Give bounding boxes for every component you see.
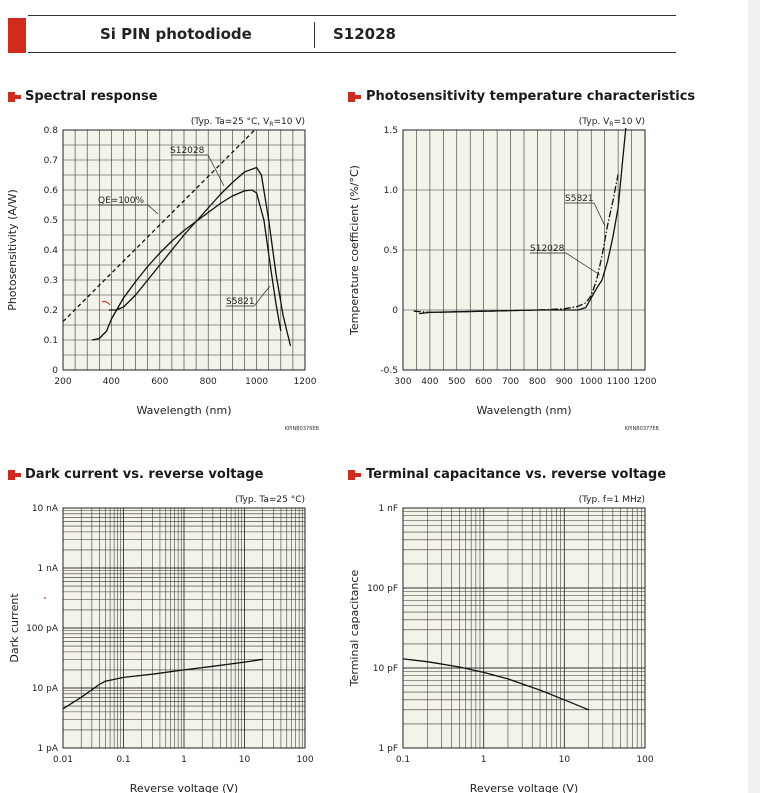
temp-x-tick-label: 500 xyxy=(448,377,466,387)
spectral-y-tick-label: 0 xyxy=(52,366,58,376)
spectral-y-tick-label: 0.5 xyxy=(43,216,58,226)
dark-x-tick-label: 0.01 xyxy=(52,755,74,765)
temp-x-tick-label: 1100 xyxy=(606,377,630,387)
spectral-x-tick-label: 400 xyxy=(102,377,120,387)
spectral-y-tick-label: 0.1 xyxy=(43,336,58,346)
dark-x-tick-label: 100 xyxy=(296,755,314,765)
cap-x-tick-label: 1 xyxy=(480,755,487,765)
spectral-x-tick-label: 800 xyxy=(199,377,217,387)
temp-x-tick-label: 1200 xyxy=(633,377,657,387)
spectral-x-axis-label: Wavelength (nm) xyxy=(136,404,232,417)
cap-x-tick-label: 100 xyxy=(636,755,654,765)
cap-x-axis-label: Reverse voltage (V) xyxy=(469,782,579,793)
spectral-y-tick-label: 0.3 xyxy=(43,276,58,286)
temp-x-tick-label: 300 xyxy=(394,377,412,387)
cap-y-tick-label: 1 nF xyxy=(378,504,398,514)
spectral-y-tick-label: 0.4 xyxy=(43,246,58,256)
temp-condition: (Typ. $V_R=10$ V) xyxy=(578,117,645,128)
cap-x-tick-label: 0.1 xyxy=(395,755,411,765)
spectral-y-tick-label: 0.7 xyxy=(43,156,58,166)
temp-y-tick-label: 0 xyxy=(392,306,398,316)
header-product-type: Si PIN photodiode xyxy=(100,25,252,43)
spectral-x-tick-label: 200 xyxy=(54,377,72,387)
spectral-y-axis-label: Photosensitivity (A/W) xyxy=(6,189,19,311)
temp-x-tick-label: 800 xyxy=(528,377,547,387)
cap-plot-area xyxy=(403,508,645,748)
temp-y-tick-label: 0.5 xyxy=(383,246,398,256)
spectral-y-tick-label: 0.2 xyxy=(43,306,58,316)
dark-y-tick-label: 1 pA xyxy=(37,744,58,754)
temp-x-tick-label: 900 xyxy=(555,377,573,387)
dark-condition: (Typ. Ta=25 °C) xyxy=(234,495,305,505)
spectral-x-tick-label: 600 xyxy=(151,377,169,387)
dark-x-tick-label: 10 xyxy=(238,755,251,765)
temp-x-tick-label: 400 xyxy=(421,377,439,387)
cap-y-tick-label: 10 pF xyxy=(372,664,398,674)
temp-y-tick-label: -0.5 xyxy=(380,366,398,376)
cap-y-tick-label: 100 pF xyxy=(367,584,398,594)
dark-y-axis-label: Dark current xyxy=(8,593,21,663)
spectral-label-s5821: S5821 xyxy=(226,297,255,307)
section-title-dark: Dark current vs. reverse voltage xyxy=(25,467,264,482)
spectral-x-tick-label: 1000 xyxy=(245,377,269,387)
cap-x-tick-label: 10 xyxy=(558,755,571,765)
spectral-label-s12028: S12028 xyxy=(170,146,205,156)
temp-figure-code: KPINB0377EB xyxy=(624,426,659,432)
temp-y-tick-label: 1.5 xyxy=(383,126,398,136)
temp-label-s5821: S5821 xyxy=(565,194,594,204)
temp-y-tick-label: 1.0 xyxy=(383,186,398,196)
spectral-label-qe: QE=100% xyxy=(98,196,145,206)
cap-y-tick-label: 1 pF xyxy=(378,744,398,754)
spectral-x-tick-label: 1200 xyxy=(293,377,317,387)
section-title-temp: Photosensitivity temperature characteristics xyxy=(366,89,696,104)
temp-x-tick-label: 700 xyxy=(501,377,520,387)
dark-y-tick-label: 1 nA xyxy=(37,564,58,574)
spectral-condition: (Typ. Ta=25 °C, $V_R=10$ V) xyxy=(190,117,305,128)
dark-x-tick-label: 1 xyxy=(181,755,187,765)
spectral-y-tick-label: 0.8 xyxy=(43,126,58,136)
spectral-figure-code: KPINB0376EB xyxy=(284,426,319,432)
cap-y-axis-label: Terminal capacitance xyxy=(348,569,361,687)
dark-x-axis-label: Reverse voltage (V) xyxy=(129,782,239,793)
dark-y-tick-label: 10 pA xyxy=(31,684,58,694)
temp-x-tick-label: 600 xyxy=(475,377,493,387)
temp-label-s12028: S12028 xyxy=(530,244,565,254)
header-model-number: S12028 xyxy=(333,25,396,43)
cap-condition: (Typ. f=1 MHz) xyxy=(578,495,645,505)
section-title-cap: Terminal capacitance vs. reverse voltage xyxy=(366,467,667,482)
dark-x-tick-label: 0.1 xyxy=(116,755,131,765)
dark-red-dot xyxy=(44,597,46,599)
temp-x-tick-label: 1000 xyxy=(579,377,603,387)
temp-y-axis-label: Temperature coefficient (%/°C) xyxy=(348,165,361,335)
dark-y-tick-label: 100 pA xyxy=(26,624,58,634)
temp-x-axis-label: Wavelength (nm) xyxy=(476,404,572,417)
section-title-spectral: Spectral response xyxy=(25,89,158,104)
spectral-y-tick-label: 0.6 xyxy=(43,186,58,196)
dark-y-tick-label: 10 nA xyxy=(31,504,58,514)
